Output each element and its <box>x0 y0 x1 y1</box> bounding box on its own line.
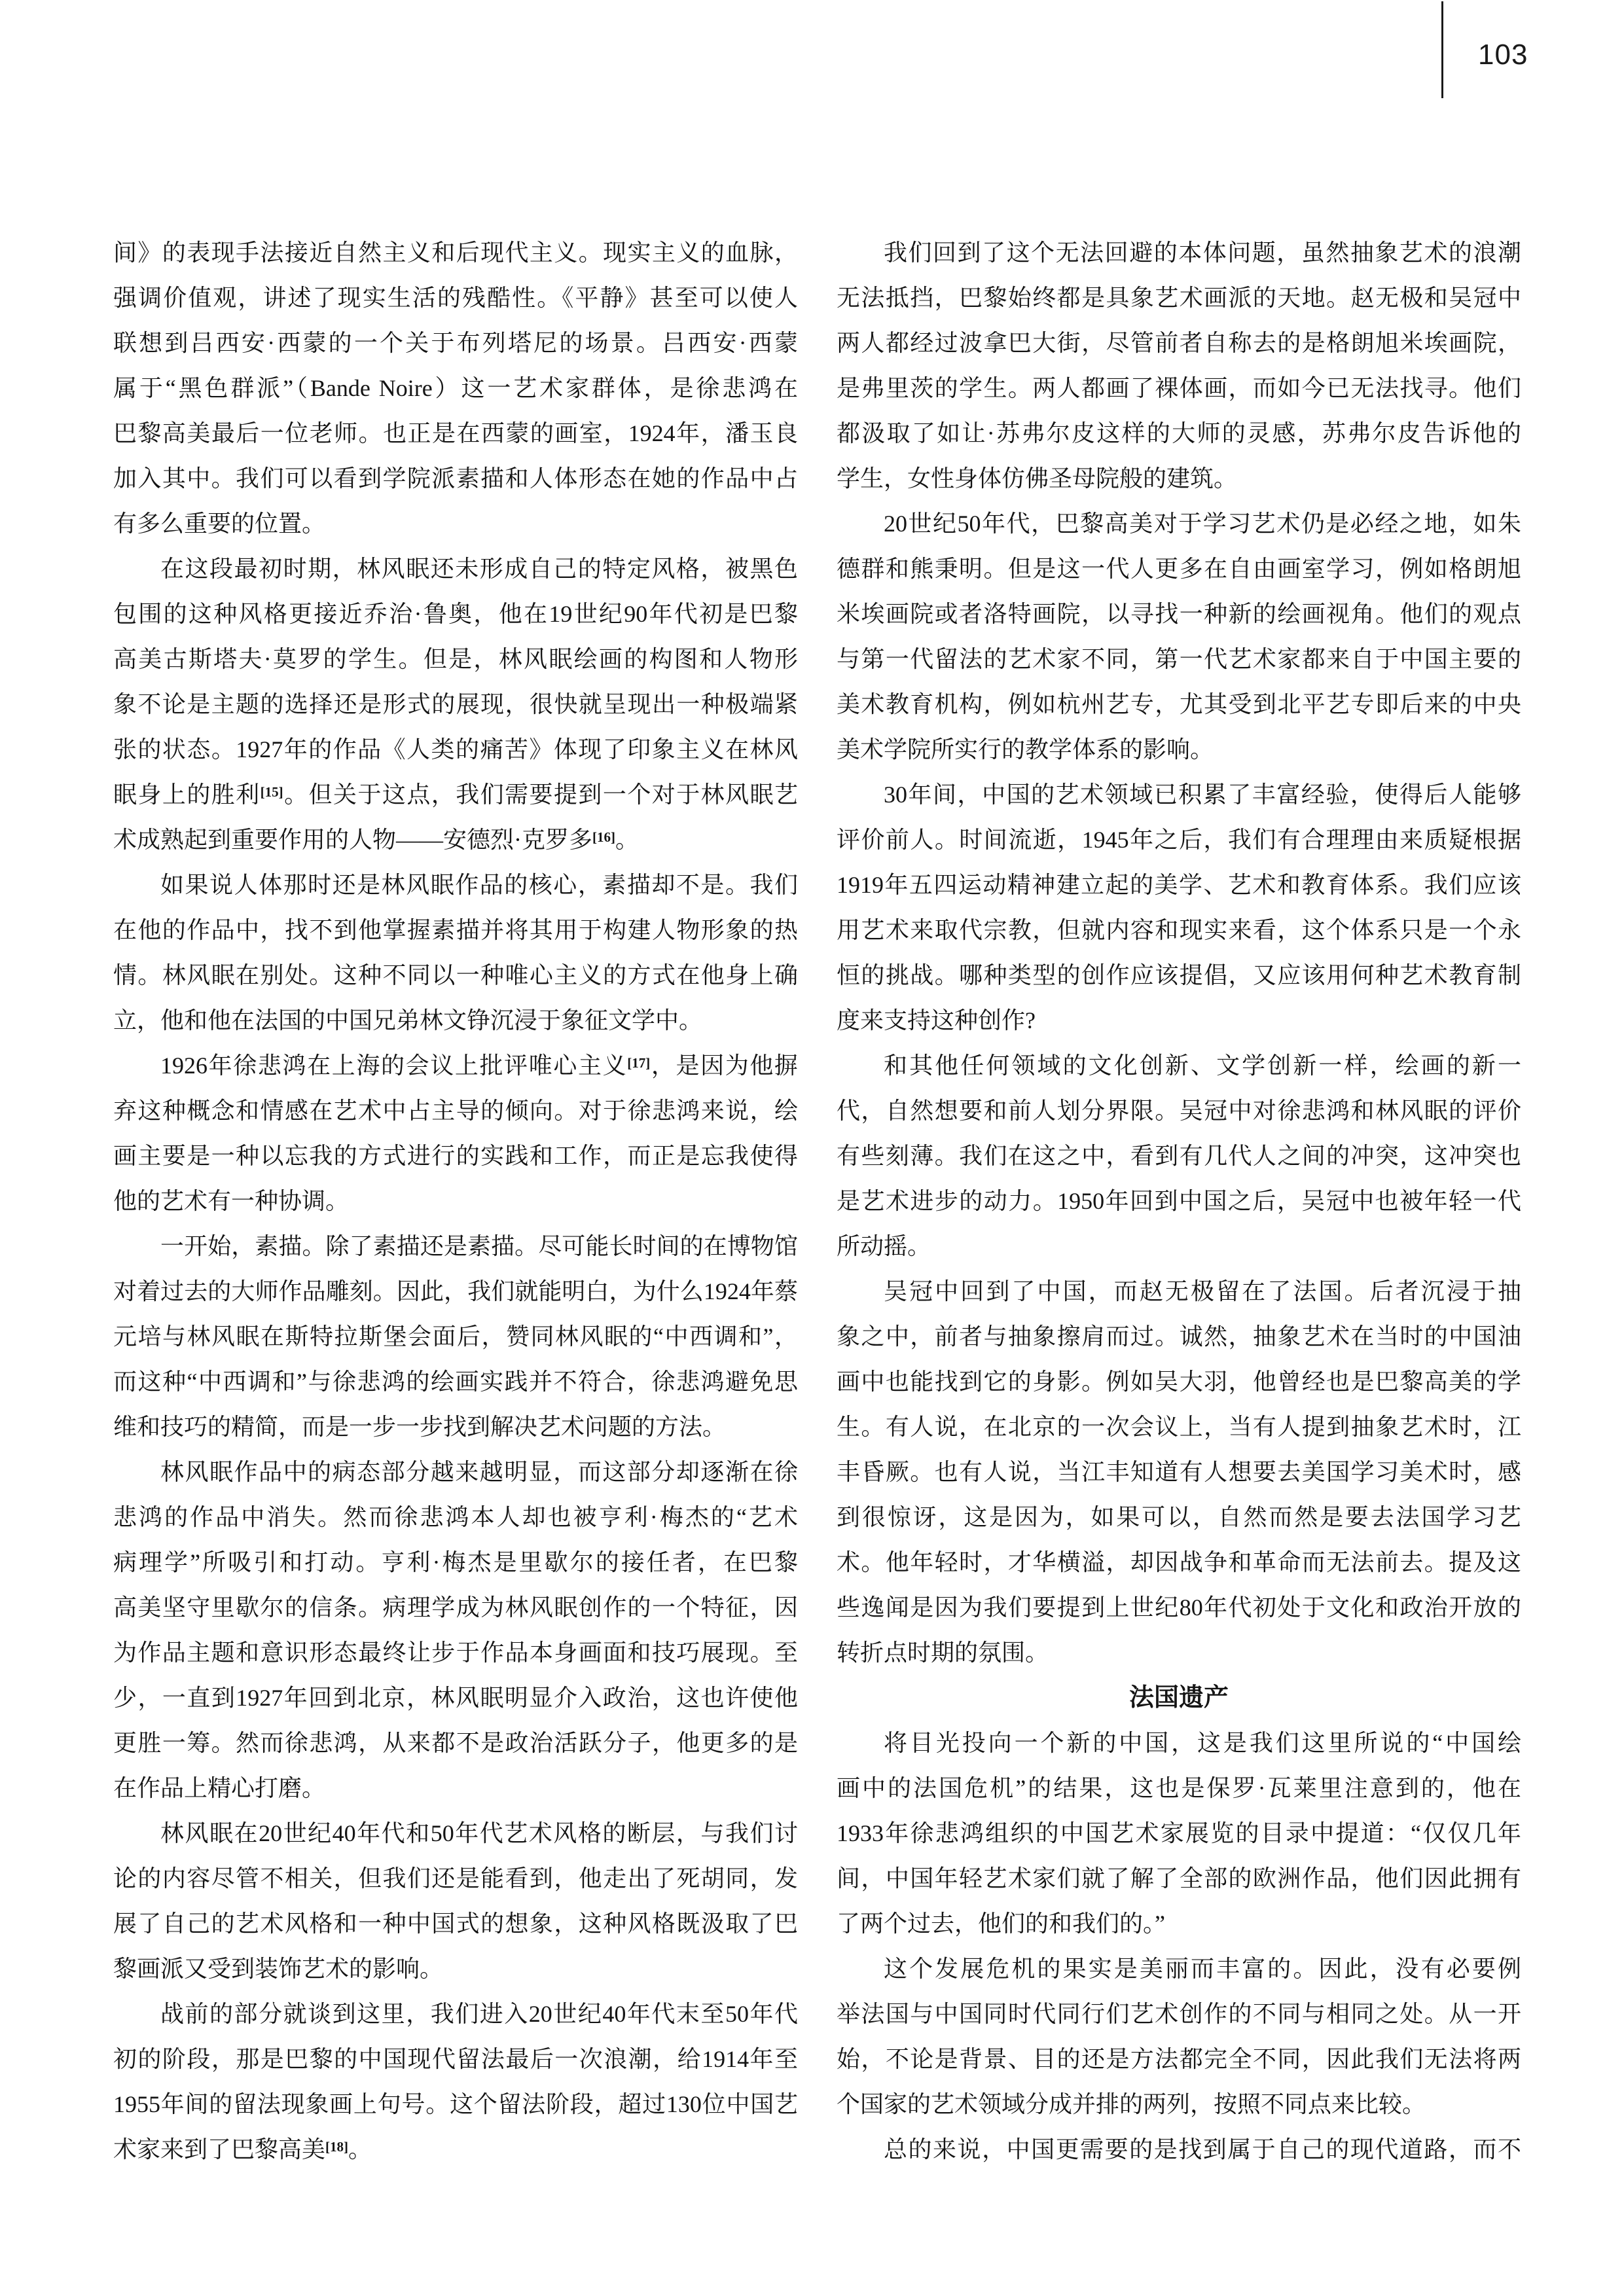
text-line: 举法国与中国同时代同行们艺术创作的不同与相同之处。从一开 <box>837 2001 1521 2027</box>
footnote-marker: [15] <box>260 784 283 800</box>
text-line: 恒的挑战。哪种类型的创作应该提倡，又应该用何种艺术教育制 <box>837 962 1521 988</box>
text-line: 加入其中。我们可以看到学院派素描和人体形态在她的作品中占 <box>113 465 798 492</box>
text-line: 个国家的艺术领域分成并排的两列，按照不同点来比较。 <box>837 2091 1426 2117</box>
text-line: 1933年徐悲鸿组织的中国艺术家展览的目录中提道：“仅仅几年 <box>837 1820 1521 1846</box>
text-line: 在他的作品中，找不到他掌握素描并将其用于构建人物形象的热 <box>113 917 798 943</box>
page-number: 103 <box>1478 39 1528 71</box>
text-line: 两人都经过波拿巴大街，尽管前者自称去的是格朗旭米埃画院， <box>837 330 1521 356</box>
footnote-marker: [16] <box>592 829 615 845</box>
text-line: 始，不论是背景、目的还是方法都完全不同，因此我们无法将两 <box>837 2046 1521 2072</box>
text-line: 少，一直到1927年回到北京，林风眠明显介入政治，这也许使他 <box>113 1685 798 1711</box>
text-line: 美术学院所实行的教学体系的影响。 <box>837 736 1214 762</box>
text-line: 美术教育机构，例如杭州艺专，尤其受到北平艺专即后来的中央 <box>837 691 1521 717</box>
text-line: 是艺术进步的动力。1950年回到中国之后，吴冠中也被年轻一代 <box>837 1188 1521 1214</box>
text-line: 学生，女性身体仿佛圣母院般的建筑。 <box>837 465 1238 492</box>
text-line: 我们回到了这个无法回避的本体问题，虽然抽象艺术的浪潮 <box>884 240 1521 266</box>
text-line: 而这种“中西调和”与徐悲鸿的绘画实践并不符合，徐悲鸿避免思 <box>113 1369 798 1395</box>
text-line: 米埃画院或者洛特画院，以寻找一种新的绘画视角。他们的观点 <box>837 601 1521 627</box>
text-line: 属于“黑色群派”（Bande Noire）这一艺术家群体，是徐悲鸿在 <box>113 375 798 401</box>
text-line: 他的艺术有一种协调。 <box>113 1188 350 1214</box>
text-line: 病理学”所吸引和打动。亨利·梅杰是里歇尔的接任者，在巴黎 <box>113 1549 798 1575</box>
text-line: 悲鸿的作品中消失。然而徐悲鸿本人却也被亨利·梅杰的“艺术 <box>113 1504 798 1530</box>
text-line: 包围的这种风格更接近乔治·鲁奥，他在19世纪90年代初是巴黎 <box>113 601 798 627</box>
text-line: 德群和熊秉明。但是这一代人更多在自由画室学习，例如格朗旭 <box>837 556 1521 582</box>
text-line: 有些刻薄。我们在这之中，看到有几代人之间的冲突，这冲突也 <box>837 1143 1521 1169</box>
footnote-marker: [18] <box>325 2139 349 2155</box>
text-line: 巴黎高美最后一位老师。也正是在西蒙的画室，1924年，潘玉良 <box>113 420 798 446</box>
text-line: 了两个过去，他们的和我们的。” <box>837 1910 1165 1937</box>
text-line: 战前的部分就谈到这里，我们进入20世纪40年代末至50年代 <box>160 2001 798 2027</box>
text-line: 术家来到了巴黎高美[18]。 <box>113 2136 372 2162</box>
text-line: 象之中，前者与抽象擦肩而过。诚然，抽象艺术在当时的中国油 <box>837 1323 1521 1350</box>
footnote-marker: [17] <box>627 1055 651 1071</box>
text-line: 维和技巧的精简，而是一步一步找到解决艺术问题的方法。 <box>113 1414 727 1440</box>
text-line: 如果说人体那时还是林风眠作品的核心，素描却不是。我们 <box>160 872 798 898</box>
text-line: 更胜一筹。然而徐悲鸿，从来都不是政治活跃分子，他更多的是 <box>113 1730 798 1756</box>
text-line: 20世纪50年代，巴黎高美对于学习艺术仍是必经之地，如朱 <box>884 511 1521 537</box>
section-heading: 法国遗产 <box>1128 1684 1229 1712</box>
text-line: 所动摇。 <box>837 1233 931 1259</box>
text-line: 转折点时期的氛围。 <box>837 1640 1049 1666</box>
text-line: 无法抵挡，巴黎始终都是具象艺术画派的天地。赵无极和吴冠中 <box>837 285 1521 311</box>
text-line: 丰昏厥。也有人说，当江丰知道有人想要去美国学习美术时，感 <box>837 1459 1521 1485</box>
text-line: 和其他任何领域的文化创新、文学创新一样，绘画的新一 <box>884 1052 1521 1079</box>
text-line: 在这段最初时期，林风眠还未形成自己的特定风格，被黑色 <box>160 556 798 582</box>
text-line: 吴冠中回到了中国，而赵无极留在了法国。后者沉浸于抽 <box>884 1278 1521 1304</box>
text-line: 些逸闻是因为我们要提到上世纪80年代初处于文化和政治开放的 <box>837 1594 1521 1621</box>
text-line: 术。他年轻时，才华横溢，却因战争和革命而无法前去。提及这 <box>837 1549 1521 1575</box>
text-line: 度来支持这种创作? <box>837 1007 1036 1033</box>
text-line: 间》的表现手法接近自然主义和后现代主义。现实主义的血脉， <box>113 240 798 266</box>
text-line: 弃这种概念和情感在艺术中占主导的倾向。对于徐悲鸿来说，绘 <box>113 1098 798 1124</box>
text-line: 这个发展危机的果实是美丽而丰富的。因此，没有必要例 <box>884 1956 1521 1982</box>
text-line: 与第一代留法的艺术家不同，第一代艺术家都来自于中国主要的 <box>837 646 1521 672</box>
text-line: 初的阶段，那是巴黎的中国现代留法最后一次浪潮，给1914年至 <box>113 2046 798 2072</box>
text-line: 都汲取了如让·苏弗尔皮这样的大师的灵感，苏弗尔皮告诉他的 <box>837 420 1521 446</box>
text-line: 一开始，素描。除了素描还是素描。尽可能长时间的在博物馆 <box>160 1233 798 1259</box>
text-line: 高美坚守里歇尔的信条。病理学成为林风眠创作的一个特征，因 <box>113 1594 798 1621</box>
text-line: 1926年徐悲鸿在上海的会议上批评唯心主义[17]，是因为他摒 <box>160 1052 798 1079</box>
text-line: 画中的法国危机”的结果，这也是保罗·瓦莱里注意到的，他在 <box>837 1775 1521 1801</box>
header-rule <box>1441 1 1443 98</box>
text-line: 为作品主题和意识形态最终让步于作品本身画面和技巧展现。至 <box>113 1640 798 1666</box>
text-line: 林风眠在20世纪40年代和50年代艺术风格的断层，与我们讨 <box>160 1820 798 1846</box>
text-line: 评价前人。时间流逝，1945年之后，我们有合理理由来质疑根据 <box>837 827 1521 853</box>
text-line: 术成熟起到重要作用的人物——安德烈·克罗多[16]。 <box>113 827 640 853</box>
right-column <box>837 230 1521 2172</box>
text-line: 总的来说，中国更需要的是找到属于自己的现代道路，而不 <box>884 2136 1521 2162</box>
text-line: 画主要是一种以忘我的方式进行的实践和工作，而正是忘我使得 <box>113 1143 798 1169</box>
text-line: 论的内容尽管不相关，但我们还是能看到，他走出了死胡同，发 <box>113 1865 798 1892</box>
text-line: 间，中国年轻艺术家们就了解了全部的欧洲作品，他们因此拥有 <box>837 1865 1521 1892</box>
text-line: 林风眠作品中的病态部分越来越明显，而这部分却逐渐在徐 <box>160 1459 798 1485</box>
text-line: 眠身上的胜利[15]。但关于这点，我们需要提到一个对于林风眠艺 <box>113 781 798 808</box>
text-line: 强调价值观，讲述了现实生活的残酷性。《平静》甚至可以使人 <box>113 285 798 311</box>
left-column <box>113 230 798 2172</box>
text-line: 1955年间的留法现象画上句号。这个留法阶段，超过130位中国艺 <box>113 2091 798 2117</box>
text-line: 代，自然想要和前人划分界限。吴冠中对徐悲鸿和林风眠的评价 <box>837 1098 1521 1124</box>
text-line: 生。有人说，在北京的一次会议上，当有人提到抽象艺术时，江 <box>837 1414 1521 1440</box>
text-line: 元培与林风眠在斯特拉斯堡会面后，赞同林风眠的“中西调和”， <box>113 1323 798 1350</box>
text-line: 情。林风眠在别处。这种不同以一种唯心主义的方式在他身上确 <box>113 962 798 988</box>
text-line: 高美古斯塔夫·莫罗的学生。但是，林风眠绘画的构图和人物形 <box>113 646 798 672</box>
text-line: 到很惊讶，这是因为，如果可以，自然而然是要去法国学习艺 <box>837 1504 1521 1530</box>
text-line: 黎画派又受到装饰艺术的影响。 <box>113 1956 444 1982</box>
text-line: 30年间，中国的艺术领域已积累了丰富经验，使得后人能够 <box>884 781 1521 808</box>
text-line: 是弗里茨的学生。两人都画了裸体画，而如今已无法找寻。他们 <box>837 375 1521 401</box>
text-line: 张的状态。1927年的作品《人类的痛苦》体现了印象主义在林风 <box>113 736 798 762</box>
text-line: 立，他和他在法国的中国兄弟林文铮沉浸于象征文学中。 <box>113 1007 703 1033</box>
text-line: 象不论是主题的选择还是形式的展现，很快就呈现出一种极端紧 <box>113 691 798 717</box>
text-line: 有多么重要的位置。 <box>113 511 326 537</box>
text-line: 展了自己的艺术风格和一种中国式的想象，这种风格既汲取了巴 <box>113 1910 798 1937</box>
text-line: 1919年五四运动精神建立起的美学、艺术和教育体系。我们应该 <box>837 872 1521 898</box>
text-line: 画中也能找到它的身影。例如吴大羽，他曾经也是巴黎高美的学 <box>837 1369 1521 1395</box>
text-line: 对着过去的大师作品雕刻。因此，我们就能明白，为什么1924年蔡 <box>113 1278 798 1304</box>
text-line: 用艺术来取代宗教，但就内容和现实来看，这个体系只是一个永 <box>837 917 1521 943</box>
text-line: 在作品上精心打磨。 <box>113 1775 326 1801</box>
text-line: 将目光投向一个新的中国，这是我们这里所说的“中国绘 <box>884 1730 1521 1756</box>
text-line: 联想到吕西安·西蒙的一个关于布列塔尼的场景。吕西安·西蒙 <box>113 330 798 356</box>
